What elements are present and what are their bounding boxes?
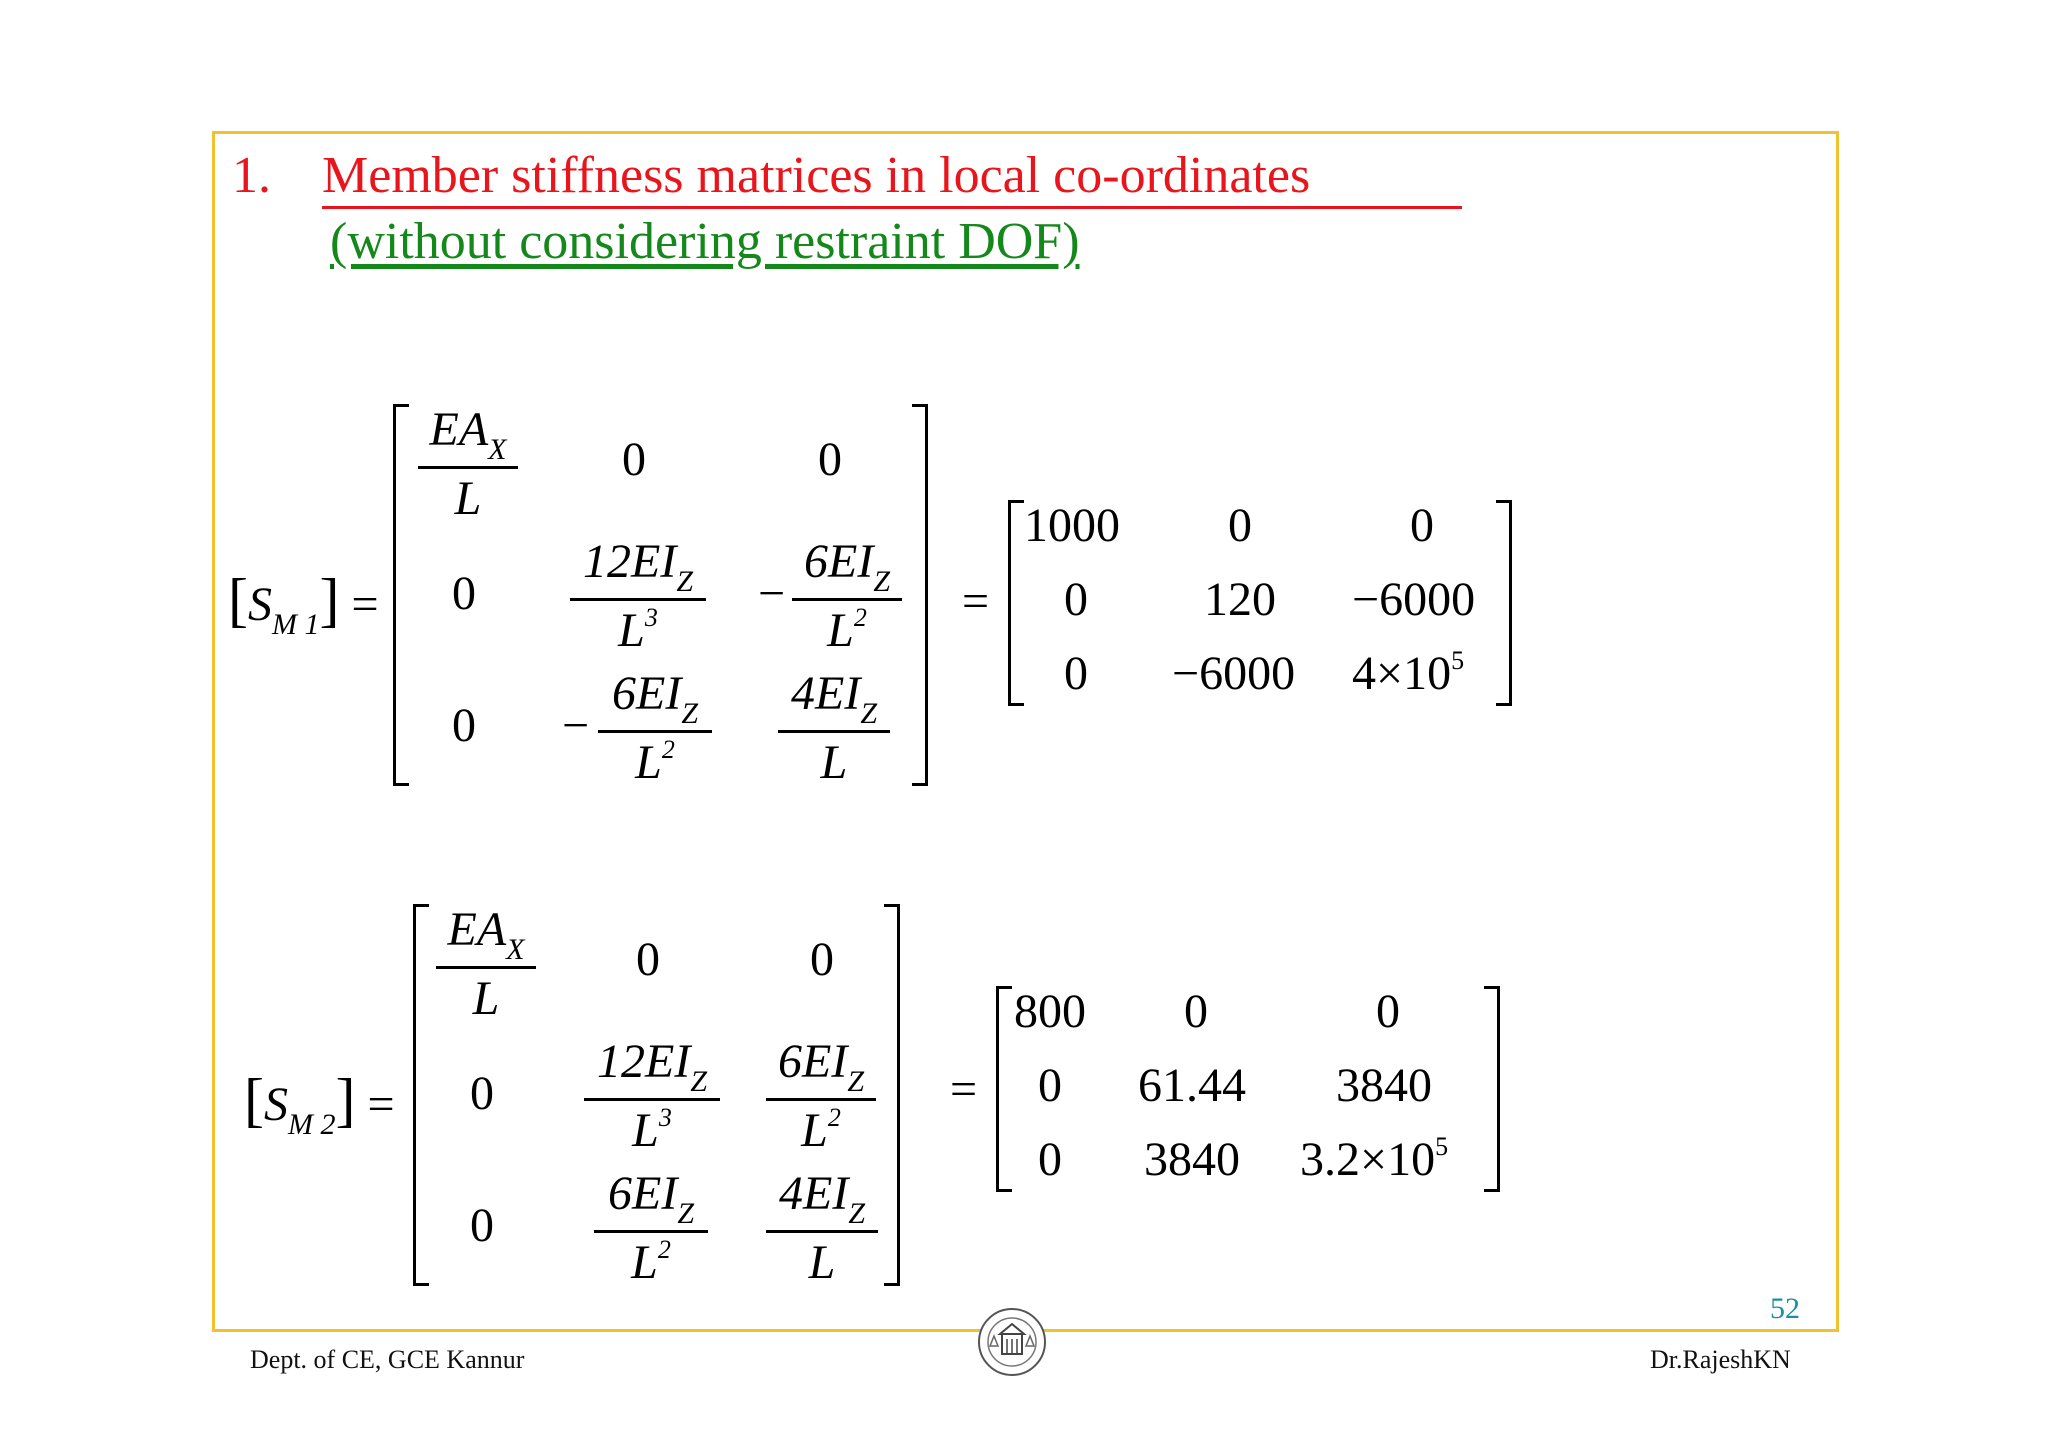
matrix2-num-r1c3: 0 (1376, 985, 1400, 1038)
matrix2-num-right-bracket (1484, 986, 1500, 1192)
matrix2-sym-r3c1: 0 (470, 1199, 494, 1252)
matrix1-sym-r1c2: 0 (622, 433, 646, 486)
matrix2-left-bracket (413, 904, 429, 1286)
college-seal-icon (976, 1306, 1048, 1378)
matrix2-lhs: $[S_{M 2}]$ = (244, 1067, 395, 1141)
matrix1-lhs: $[S_{M 1}]$ = (228, 567, 379, 641)
matrix2-equals: = (950, 1063, 978, 1116)
matrix1-frac-eax-l: $EA_X$ L (418, 404, 518, 525)
matrix1-left-bracket (393, 404, 409, 786)
matrix2-num-r3c3: $3.2\times 10^5$ (1300, 1132, 1449, 1186)
matrix1-right-bracket (912, 404, 928, 786)
title-number: 1. (232, 147, 271, 204)
matrix2-sym-r2c1: 0 (470, 1067, 494, 1120)
matrix1-num-r1c3: 0 (1410, 499, 1434, 552)
footer-author: Dr.RajeshKN (1650, 1345, 1791, 1374)
matrix1-num-r2c1: 0 (1064, 573, 1088, 626)
matrix1-num-r3c1: 0 (1064, 647, 1088, 700)
matrix1-frac-6ei-l2: $6EI_Z$ $L^2$ (792, 536, 902, 664)
matrix1-frac-4ei-l: $4EI_Z$ L (778, 668, 890, 789)
matrix2-sym-r1c2: 0 (636, 933, 660, 986)
matrix2-frac-6ei-l2-row3: $6EI_Z$ $L^2$ (594, 1168, 708, 1296)
matrix1-minus-r3c2: − (562, 699, 590, 752)
matrix1-sym-r3c1: 0 (452, 699, 476, 752)
matrix2-num-r3c1: 0 (1038, 1133, 1062, 1186)
matrix1-num-r2c2: 120 (1204, 573, 1276, 626)
matrix1-frac-12ei-l3: $12EI_Z$ $L^3$ (570, 536, 706, 664)
page-number: 52 (1770, 1292, 1800, 1325)
matrix1-num-left-bracket (1008, 500, 1024, 706)
matrix1-num-right-bracket (1496, 500, 1512, 706)
matrix2-frac-6ei-l2: $6EI_Z$ $L^2$ (766, 1036, 876, 1164)
matrix2-right-bracket (884, 904, 900, 1286)
matrix1-num-r2c3: −6000 (1352, 573, 1476, 626)
matrix2-frac-12ei-l3: $12EI_Z$ $L^3$ (584, 1036, 720, 1164)
matrix1-frac-6ei-l2-row3: $6EI_Z$ $L^2$ (598, 668, 712, 796)
matrix1-equals: = (962, 575, 990, 628)
matrix2-num-r2c2: 61.44 (1138, 1059, 1246, 1112)
matrix1-sym-r2c1: 0 (452, 567, 476, 620)
matrix2-sym-r1c3: 0 (810, 933, 834, 986)
title-line-1: Member stiffness matrices in local co-ordinates (322, 146, 1462, 209)
footer-department: Dept. of CE, GCE Kannur (250, 1345, 525, 1374)
title-line-2: (without considering restraint DOF) (330, 213, 1080, 270)
matrix1-num-r3c2: −6000 (1172, 647, 1296, 700)
matrix2-num-r3c2: 3840 (1144, 1133, 1240, 1186)
matrix2-num-r2c1: 0 (1038, 1059, 1062, 1112)
matrix2-num-r1c1: 800 (1014, 985, 1086, 1038)
matrix2-num-r2c3: 3840 (1336, 1059, 1432, 1112)
matrix2-num-r1c2: 0 (1184, 985, 1208, 1038)
matrix2-frac-4ei-l: $4EI_Z$ L (766, 1168, 878, 1289)
matrix1-sym-r1c3: 0 (818, 433, 842, 486)
matrix1-num-r3c3: $4\times 10^5$ (1352, 646, 1465, 700)
matrix2-frac-eax-l: $EA_X$ L (436, 904, 536, 1025)
matrix1-num-r1c1: 1000 (1024, 499, 1120, 552)
matrix1-minus-r2c3: − (758, 567, 786, 620)
matrix1-num-r1c2: 0 (1228, 499, 1252, 552)
matrix2-num-left-bracket (996, 986, 1012, 1192)
